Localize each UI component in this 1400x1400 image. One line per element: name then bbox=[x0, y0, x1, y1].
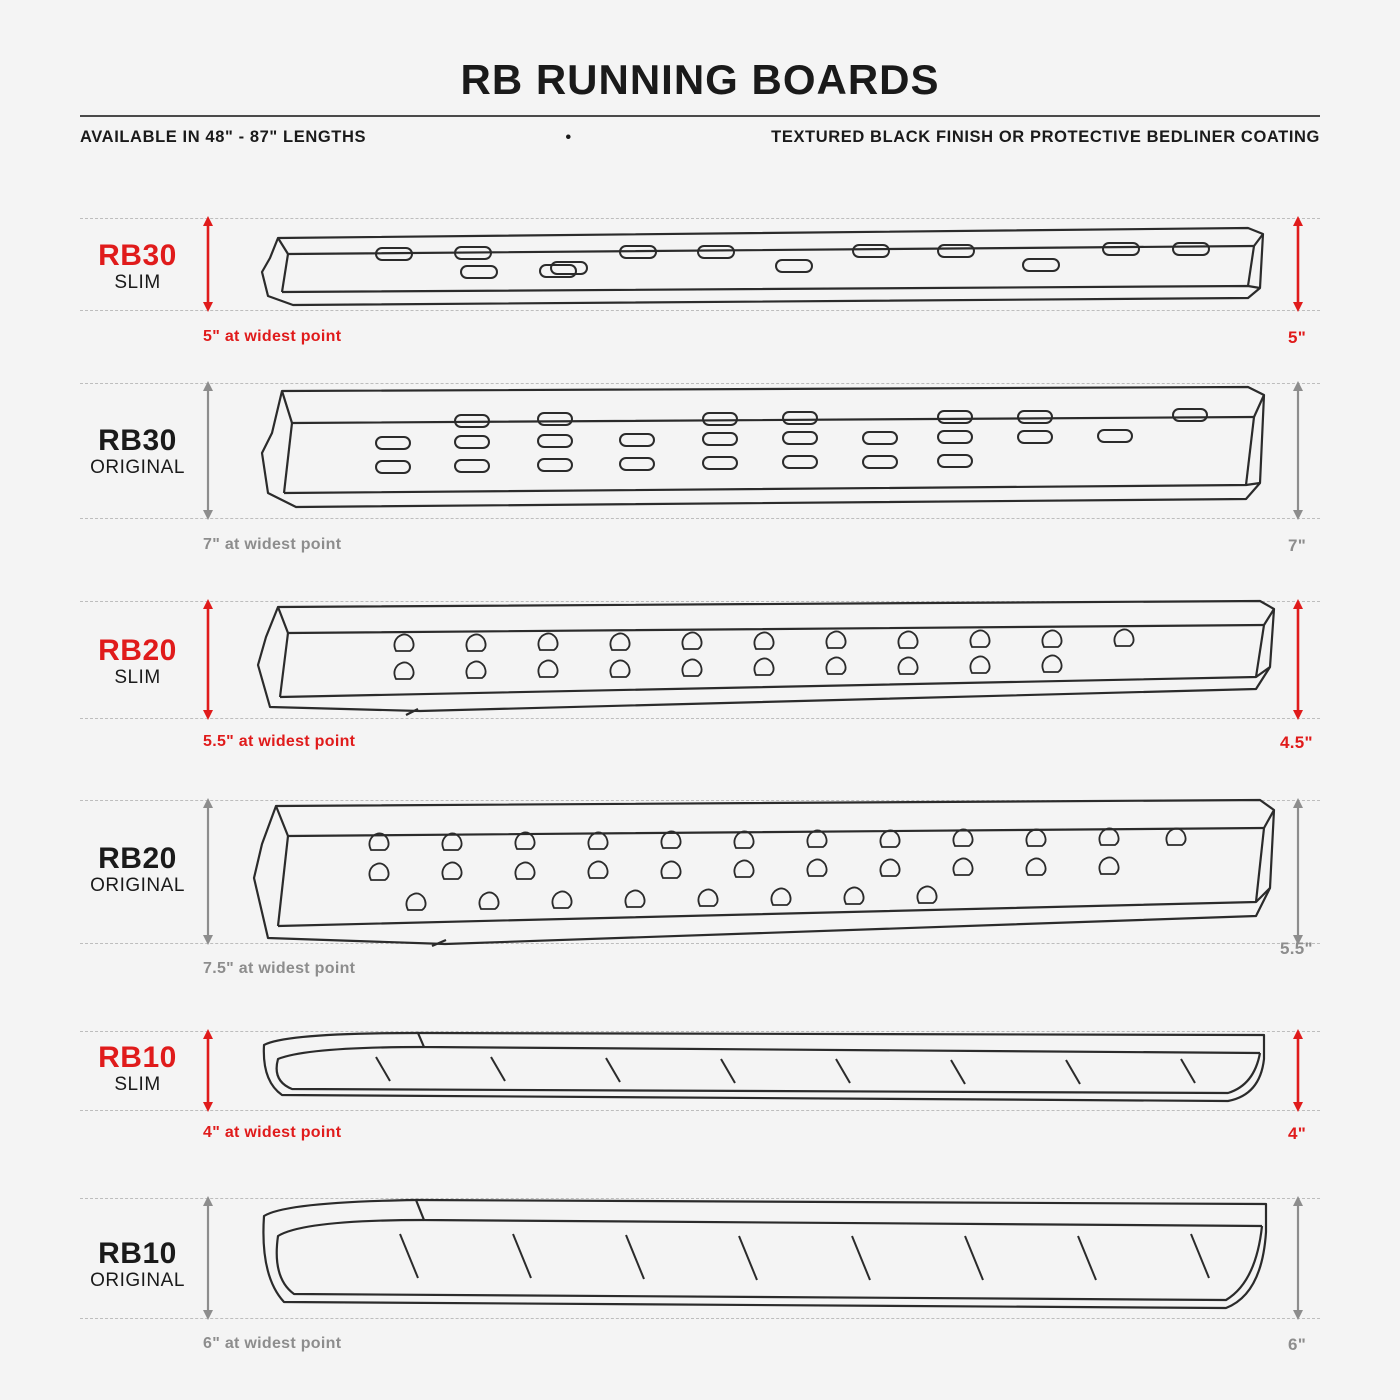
board-illustration-rb30-slim bbox=[248, 210, 1288, 320]
dimension-arrow-right bbox=[1288, 796, 1308, 947]
variant-name: ORIGINAL bbox=[90, 456, 185, 478]
board-illustration-rb10-slim bbox=[248, 1023, 1288, 1119]
variant-name: SLIM bbox=[114, 271, 161, 293]
caption-width: 6" at widest point bbox=[203, 1335, 342, 1352]
header bbox=[0, 0, 1400, 146]
dimension-arrow-right bbox=[1288, 379, 1308, 522]
model-name: RB20 bbox=[98, 842, 177, 875]
caption-width: 5" at widest point bbox=[203, 328, 342, 345]
subtitle-lengths: AVAILABLE IN 48" - 87" LENGTHS bbox=[80, 128, 367, 146]
board-illustration-rb10-original bbox=[248, 1190, 1288, 1330]
caption-width: 7" at widest point bbox=[203, 536, 342, 553]
model-name: RB10 bbox=[98, 1237, 177, 1270]
variant-name: ORIGINAL bbox=[90, 874, 185, 896]
dimension-arrow-right bbox=[1288, 1027, 1308, 1114]
page-title: RB RUNNING BOARDS bbox=[460, 56, 940, 103]
dimension-arrow-left bbox=[198, 379, 218, 522]
dimension-arrow-right bbox=[1288, 597, 1308, 722]
label-rb30-slim bbox=[80, 240, 195, 294]
dimension-arrow-right bbox=[1288, 214, 1308, 314]
variant-name: ORIGINAL bbox=[90, 1269, 185, 1291]
model-name: RB30 bbox=[98, 239, 177, 272]
variant-name: SLIM bbox=[114, 666, 161, 688]
header-divider bbox=[80, 115, 1320, 117]
caption-width: 4" at widest point bbox=[203, 1124, 342, 1141]
model-name: RB10 bbox=[98, 1041, 177, 1074]
label-rb30-original bbox=[80, 425, 195, 479]
board-illustration-rb20-original bbox=[170, 792, 1290, 952]
model-name: RB30 bbox=[98, 424, 177, 457]
subtitle-bullet: • bbox=[565, 128, 572, 146]
header-subtitle bbox=[80, 128, 1320, 147]
caption-width: 5.5" at widest point bbox=[203, 733, 356, 750]
height-value: 5.5" bbox=[1280, 939, 1313, 958]
dimension-arrow-left bbox=[198, 1194, 218, 1322]
height-value: 5" bbox=[1288, 328, 1307, 347]
board-illustration-rb30-original bbox=[248, 375, 1288, 525]
variant-name: SLIM bbox=[114, 1073, 161, 1095]
dimension-arrow-left bbox=[198, 1027, 218, 1114]
label-rb10-slim bbox=[80, 1042, 195, 1096]
model-name: RB20 bbox=[98, 634, 177, 667]
dimension-arrow-left bbox=[198, 214, 218, 314]
height-value: 4.5" bbox=[1280, 733, 1313, 752]
dimension-arrow-right bbox=[1288, 1194, 1308, 1322]
board-illustration-rb20-slim bbox=[170, 593, 1290, 725]
height-value: 4" bbox=[1288, 1124, 1307, 1143]
height-value: 6" bbox=[1288, 1335, 1307, 1354]
label-rb10-original bbox=[80, 1238, 195, 1292]
height-value: 7" bbox=[1288, 536, 1307, 555]
caption-width: 7.5" at widest point bbox=[203, 960, 356, 977]
subtitle-finish: TEXTURED BLACK FINISH OR PROTECTIVE BEDLINER COATING bbox=[771, 128, 1320, 146]
